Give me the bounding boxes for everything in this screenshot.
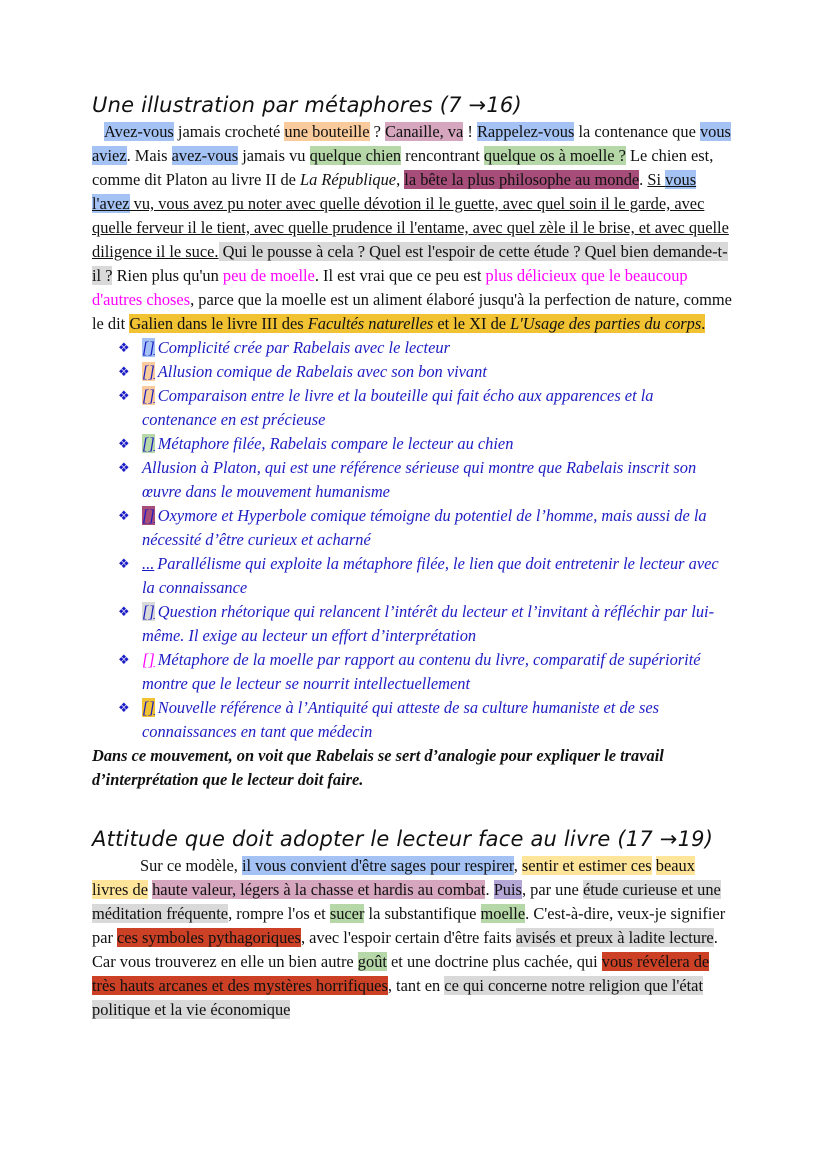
text-segment: , parce que la moelle est un aliment élaboré jusqu'à la perfection de nature, comme le dit bbox=[92, 290, 732, 333]
text-segment: plus délicieux que le beaucoup d'autres choses bbox=[92, 266, 688, 309]
text-segment: Le chien est, comme dit Platon au livre II de bbox=[92, 146, 714, 189]
text-segment: , tant en bbox=[387, 976, 445, 995]
text-segment: . Car vous trouverez en elle un bien autre bbox=[92, 928, 718, 971]
text-segment: . Mais bbox=[126, 146, 172, 165]
diamond-bullet-icon: ❖ bbox=[118, 340, 130, 355]
text-segment: avisés et preux à ladite lecture bbox=[515, 928, 714, 947]
rabelais-passage-2 bbox=[92, 854, 732, 1022]
text-segment: , avec l'espoir certain d'être faits bbox=[300, 928, 516, 947]
text-segment: L'Usage des parties du corps bbox=[510, 314, 702, 333]
text-segment: . bbox=[485, 880, 494, 899]
text-segment: ces symboles pythagoriques bbox=[117, 928, 301, 947]
text-segment: Avez-vous bbox=[104, 122, 174, 141]
note-text: Nouvelle référence à l’Antiquité qui atteste de sa culture humaniste et de ses connaissances en tant que médecin bbox=[142, 698, 660, 741]
text-segment: il vous convient d'être sages pour respirer bbox=[241, 856, 514, 875]
list-item bbox=[118, 600, 732, 648]
text-segment: jamais vu bbox=[238, 146, 310, 165]
text-segment: peu de moelle bbox=[222, 266, 315, 285]
text-segment: jamais crocheté bbox=[173, 122, 285, 141]
text-segment: ce qui concerne notre religion que l'état politique et la vie économique bbox=[92, 976, 704, 1019]
note-text: Question rhétorique qui relancent l’intérêt du lecteur et l’invitant à réfléchir par lui-même. Il exige au lecteur un effort d’interprétation bbox=[142, 602, 715, 645]
text-segment: ! bbox=[463, 122, 477, 141]
text-segment: vous aviez bbox=[92, 122, 731, 165]
note-text: Allusion à Platon, qui est une référence sérieuse qui montre que Rabelais inscrit son œuvre dans le mouvement humanisme bbox=[142, 458, 697, 501]
text-segment: rencontrant bbox=[401, 146, 484, 165]
list-item bbox=[118, 432, 732, 456]
text-segment: vous révélera de très hauts arcanes et des mystères horrifiques bbox=[92, 952, 710, 995]
note-marker: [] bbox=[142, 506, 155, 525]
note-marker: [] bbox=[142, 602, 155, 621]
note-marker: [] bbox=[142, 698, 155, 717]
text-segment: , bbox=[396, 170, 405, 189]
text-segment: Facultés naturelles bbox=[307, 314, 434, 333]
text-segment: Rappelez-vous bbox=[476, 122, 575, 141]
note-marker: [] bbox=[142, 650, 155, 669]
diamond-bullet-icon: ❖ bbox=[118, 436, 130, 451]
diamond-bullet-icon: ❖ bbox=[118, 700, 130, 715]
text-segment: Qui le pousse à cela ? Quel est l'espoir de cette étude ? Quel bien demande-t-il ? bbox=[92, 242, 728, 285]
analysis-notes bbox=[92, 336, 732, 744]
text-segment: , bbox=[513, 856, 522, 875]
list-item bbox=[118, 336, 732, 360]
text-segment: sentir et estimer ces bbox=[521, 856, 652, 875]
diamond-bullet-icon: ❖ bbox=[118, 604, 130, 619]
section-title-attitude: Attitude que doit adopter le lecteur face au livre (17 →19) bbox=[92, 827, 714, 851]
section-title-metaphores: Une illustration par métaphores (7 →16) bbox=[92, 93, 522, 117]
note-text: Parallélisme qui exploite la métaphore filée, le lien que doit entretenir le lecteur avec la connaissance bbox=[142, 554, 719, 597]
list-item bbox=[118, 696, 732, 744]
text-segment: beaux livres de bbox=[92, 856, 695, 899]
note-marker: [] bbox=[142, 362, 155, 381]
text-segment: , rompre l'os et bbox=[228, 904, 330, 923]
text-segment: . Il est vrai que ce peu est bbox=[314, 266, 486, 285]
document-page bbox=[92, 90, 732, 1022]
text-segment: Sur ce modèle, bbox=[140, 856, 242, 875]
text-segment: La République bbox=[300, 170, 397, 189]
list-item bbox=[118, 504, 732, 552]
rabelais-passage-1 bbox=[92, 120, 732, 336]
text-segment: Rien plus qu'un bbox=[112, 266, 223, 285]
text-segment: et une doctrine plus cachée, qui bbox=[386, 952, 602, 971]
text-segment: . C'est-à-dire, veux-je signifier par bbox=[92, 904, 726, 947]
diamond-bullet-icon: ❖ bbox=[118, 364, 130, 379]
note-text: Complicité crée par Rabelais avec le lecteur bbox=[157, 338, 450, 357]
diamond-bullet-icon: ❖ bbox=[118, 556, 130, 571]
note-text: Allusion comique de Rabelais avec son bon vivant bbox=[157, 362, 487, 381]
text-segment: la bête la plus philosophe au monde bbox=[404, 170, 640, 189]
list-item bbox=[118, 552, 732, 600]
text-segment: Si bbox=[647, 170, 666, 189]
list-item bbox=[118, 456, 732, 504]
diamond-bullet-icon: ❖ bbox=[118, 388, 130, 403]
text-segment: . bbox=[639, 170, 648, 189]
section-attitude bbox=[92, 824, 732, 1022]
section-conclusion: Dans ce mouvement, on voit que Rabelais se sert d’analogie pour expliquer le travail d’interprétation que le lecteur doit faire. bbox=[92, 746, 664, 789]
diamond-bullet-icon: ❖ bbox=[118, 460, 130, 475]
text-segment: la substantifique bbox=[364, 904, 481, 923]
list-item bbox=[118, 384, 732, 432]
text-segment: Canaille, va bbox=[385, 122, 464, 141]
text-segment: quelque chien bbox=[309, 146, 402, 165]
note-marker: [] bbox=[142, 338, 155, 357]
text-segment: Puis bbox=[493, 880, 522, 899]
text-segment: la contenance que bbox=[574, 122, 700, 141]
text-segment: vu, vous avez pu noter avec quelle dévotion il le guette, avec quel soin il le garde, avec quelle ferveur il le tient, avec quelle prudence il l'entame, avec quel zèle il le brise, et avec quelle diligence il le suce. bbox=[92, 194, 729, 261]
text-segment: . bbox=[701, 314, 706, 333]
text-segment: une bouteille bbox=[284, 122, 370, 141]
text-segment: et le XI de bbox=[433, 314, 511, 333]
text-segment: , par une bbox=[521, 880, 583, 899]
list-item bbox=[118, 648, 732, 696]
text-segment: sucer bbox=[329, 904, 365, 923]
diamond-bullet-icon: ❖ bbox=[118, 508, 130, 523]
text-segment: moelle bbox=[480, 904, 526, 923]
note-marker: [] bbox=[142, 386, 155, 405]
text-segment: Galien dans le livre III des bbox=[129, 314, 308, 333]
text-segment: avez-vous bbox=[171, 146, 239, 165]
diamond-bullet-icon: ❖ bbox=[118, 652, 130, 667]
note-marker: ... bbox=[142, 554, 155, 573]
text-segment: haute valeur, légers à la chasse et hardis au combat bbox=[152, 880, 486, 899]
note-text: Métaphore filée, Rabelais compare le lecteur au chien bbox=[157, 434, 514, 453]
text-segment: goût bbox=[357, 952, 387, 971]
note-text: Oxymore et Hyperbole comique témoigne du potentiel de l’homme, mais aussi de la nécessité d’être curieux et acharné bbox=[142, 506, 707, 549]
note-text: Métaphore de la moelle par rapport au contenu du livre, comparatif de supériorité montre que le lecteur se nourrit intellectuellement bbox=[142, 650, 701, 693]
note-text: Comparaison entre le livre et la bouteille qui fait écho aux apparences et la contenance en est précieuse bbox=[142, 386, 654, 429]
text-segment: étude curieuse et une méditation fréquente bbox=[92, 880, 721, 923]
text-segment: ? bbox=[369, 122, 385, 141]
list-item bbox=[118, 360, 732, 384]
text-segment: vous l'avez bbox=[92, 170, 697, 213]
text-segment: quelque os à moelle ? bbox=[483, 146, 626, 165]
note-marker: [] bbox=[142, 434, 155, 453]
